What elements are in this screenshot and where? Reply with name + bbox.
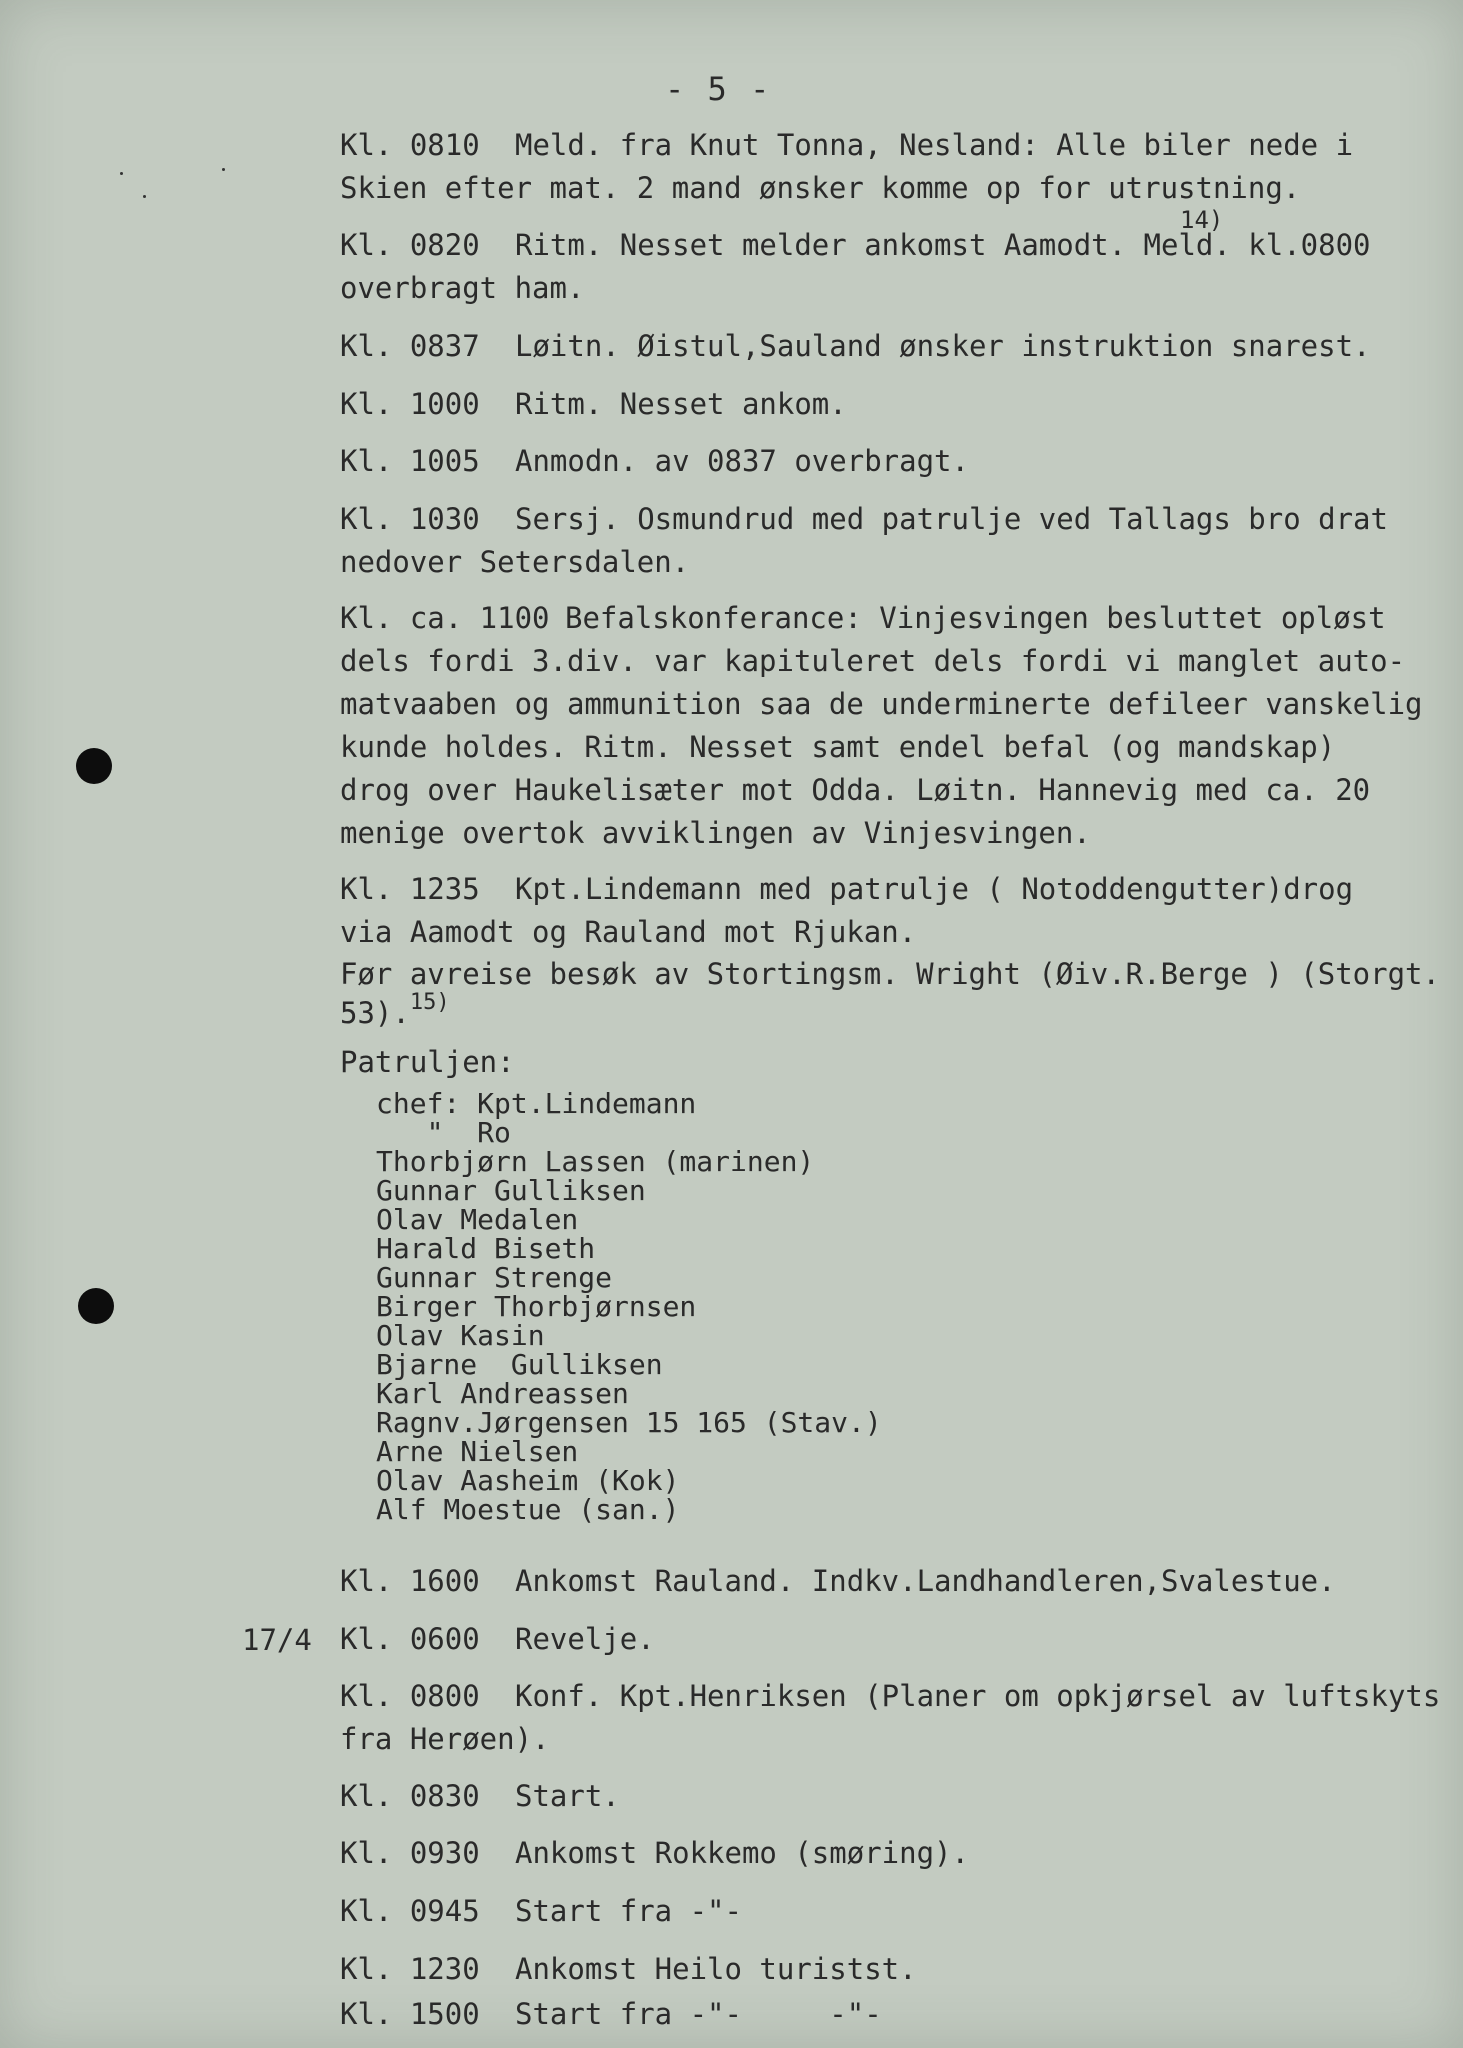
patrol-member: chef: Kpt.Lindemann (376, 1087, 697, 1120)
entry-text: drog over Haukelisæter mot Odda. Løitn. Hannevig med ca. 20 (340, 773, 1371, 807)
entry-time: Kl. 0800 (340, 1679, 480, 1713)
entry-time: Kl. 1030 (340, 502, 480, 536)
log-entry (340, 498, 1420, 584)
entry-text: Sersj. Osmundrud med patrulje ved Tallags bro drat (515, 502, 1388, 536)
entry-text: Anmodn. av 0837 overbragt. (515, 444, 969, 478)
entry-text: fra Herøen). (340, 1722, 550, 1756)
log-entry (340, 1832, 1420, 1875)
entry-text: Kpt.Lindemann med patrulje ( Notoddengutter)drog (515, 872, 1354, 906)
entry-text: Revelje. (515, 1622, 655, 1656)
page-number: - 5 - (665, 70, 772, 108)
entry-text: Ankomst Rokkemo (smøring). (515, 1836, 969, 1870)
log-entry (340, 1890, 1420, 1933)
punch-hole (76, 748, 112, 784)
log-entry (340, 124, 1420, 210)
patrol-member: Bjarne Gulliksen (376, 1348, 663, 1381)
entry-time: Kl. 0810 (340, 128, 480, 162)
log-entry (340, 1775, 1420, 1818)
patrol-member: Olav Kasin (376, 1319, 545, 1352)
patrol-member: Harald Biseth (376, 1232, 596, 1265)
entry-time: Kl. 0930 (340, 1836, 480, 1870)
patrol-member: Arne Nielsen (376, 1435, 579, 1468)
entry-time: Kl. 1005 (340, 444, 480, 478)
patrol-member: Gunnar Strenge (376, 1261, 613, 1294)
footnote-marker: 14) (1180, 206, 1224, 234)
entry-text: Ankomst Heilo turistst. (515, 1952, 917, 1986)
log-entry (340, 868, 1420, 954)
log-entry (340, 325, 1420, 368)
patrol-member: Olav Aasheim (Kok) (376, 1464, 680, 1497)
entry-text: Start. (515, 1779, 620, 1813)
log-entry (340, 597, 1423, 855)
entry-text: via Aamodt og Rauland mot Rjukan. (340, 915, 917, 949)
visit-line: Før avreise besøk av Stortingsm. Wright (Øiv.R.Berge ) (Storgt. (340, 957, 1440, 991)
entry-text: Ritm. Nesset melder ankomst Aamodt. Meld. kl.0800 (515, 228, 1371, 262)
log-entry (340, 1560, 1420, 1603)
log-entry (340, 1993, 1420, 2036)
entry-text: kunde holdes. Ritm. Nesset samt endel befal (og mandskap) (340, 730, 1336, 764)
entry-time: Kl. 1000 (340, 387, 480, 421)
patrol-member: Thorbjørn Lassen (marinen) (376, 1145, 815, 1178)
entry-text: Konf. Kpt.Henriksen (Planer om opkjørsel av luftskyts (515, 1679, 1441, 1713)
patrol-member: " Ro (376, 1116, 511, 1149)
entry-time: Kl. 1500 (340, 1997, 480, 2031)
speck (222, 168, 225, 171)
entry-time: Kl. ca. 1100 (340, 601, 550, 635)
patrol-member: Ragnv.Jørgensen 15 165 (Stav.) (376, 1406, 882, 1439)
patrol-member: Alf Moestue (san.) (376, 1493, 680, 1526)
entry-time: Kl. 0820 (340, 228, 480, 262)
entry-text: Ritm. Nesset ankom. (515, 387, 847, 421)
entry-time: Kl. 1230 (340, 1952, 480, 1986)
log-entry (340, 383, 1420, 426)
entry-text: nedover Setersdalen. (340, 545, 690, 579)
log-entry (340, 1948, 1420, 1991)
entry-text: Ankomst Rauland. Indkv.Landhandleren,Svalestue. (515, 1564, 1336, 1598)
patrol-member: Birger Thorbjørnsen (376, 1290, 697, 1323)
entry-time: Kl. 0837 (340, 329, 480, 363)
entry-time: Kl. 1235 (340, 872, 480, 906)
patrol-heading: Patruljen: (340, 1045, 515, 1079)
log-entry (340, 440, 1420, 483)
speck (143, 195, 146, 198)
entry-text: matvaaben og ammunition saa de underminerte defileer vanskelig (340, 687, 1423, 721)
footnote-marker: 15) (409, 990, 450, 1015)
entry-date: 17/4 (242, 1623, 312, 1657)
speck (120, 172, 123, 175)
entry-text: Løitn. Øistul,Sauland ønsker instruktion snarest. (515, 329, 1371, 363)
log-entry (340, 224, 1420, 310)
patrol-member: Gunnar Gulliksen (376, 1174, 646, 1207)
entry-text: overbragt ham. (340, 271, 585, 305)
entry-time: Kl. 1600 (340, 1564, 480, 1598)
patrol-list (376, 1089, 882, 1524)
entry-text: Meld. fra Knut Tonna, Nesland: Alle biler nede i (515, 128, 1354, 162)
entry-text: menige overtok avviklingen av Vinjesvingen. (340, 816, 1091, 850)
entry-time: Kl. 0600 (340, 1622, 480, 1656)
entry-text: Start fra -"- -"- (515, 1997, 882, 2031)
log-entry (340, 1675, 1441, 1761)
entry-time: Kl. 0945 (340, 1894, 480, 1928)
patrol-member: Olav Medalen (376, 1203, 579, 1236)
entry-text: Start fra -"- (515, 1894, 742, 1928)
entry-text: Skien efter mat. 2 mand ønsker komme op for utrustning. (340, 171, 1301, 205)
entry-text: dels fordi 3.div. var kapituleret dels fordi vi manglet auto- (340, 644, 1406, 678)
patrol-member: Karl Andreassen (376, 1377, 629, 1410)
log-entry (340, 1618, 1420, 1661)
visit-line-cont (340, 990, 450, 1030)
visit-line-end: 53). (340, 996, 410, 1030)
punch-hole (78, 1288, 114, 1324)
entry-text: Befalskonferance: Vinjesvingen besluttet opløst (565, 601, 1386, 635)
entry-time: Kl. 0830 (340, 1779, 480, 1813)
